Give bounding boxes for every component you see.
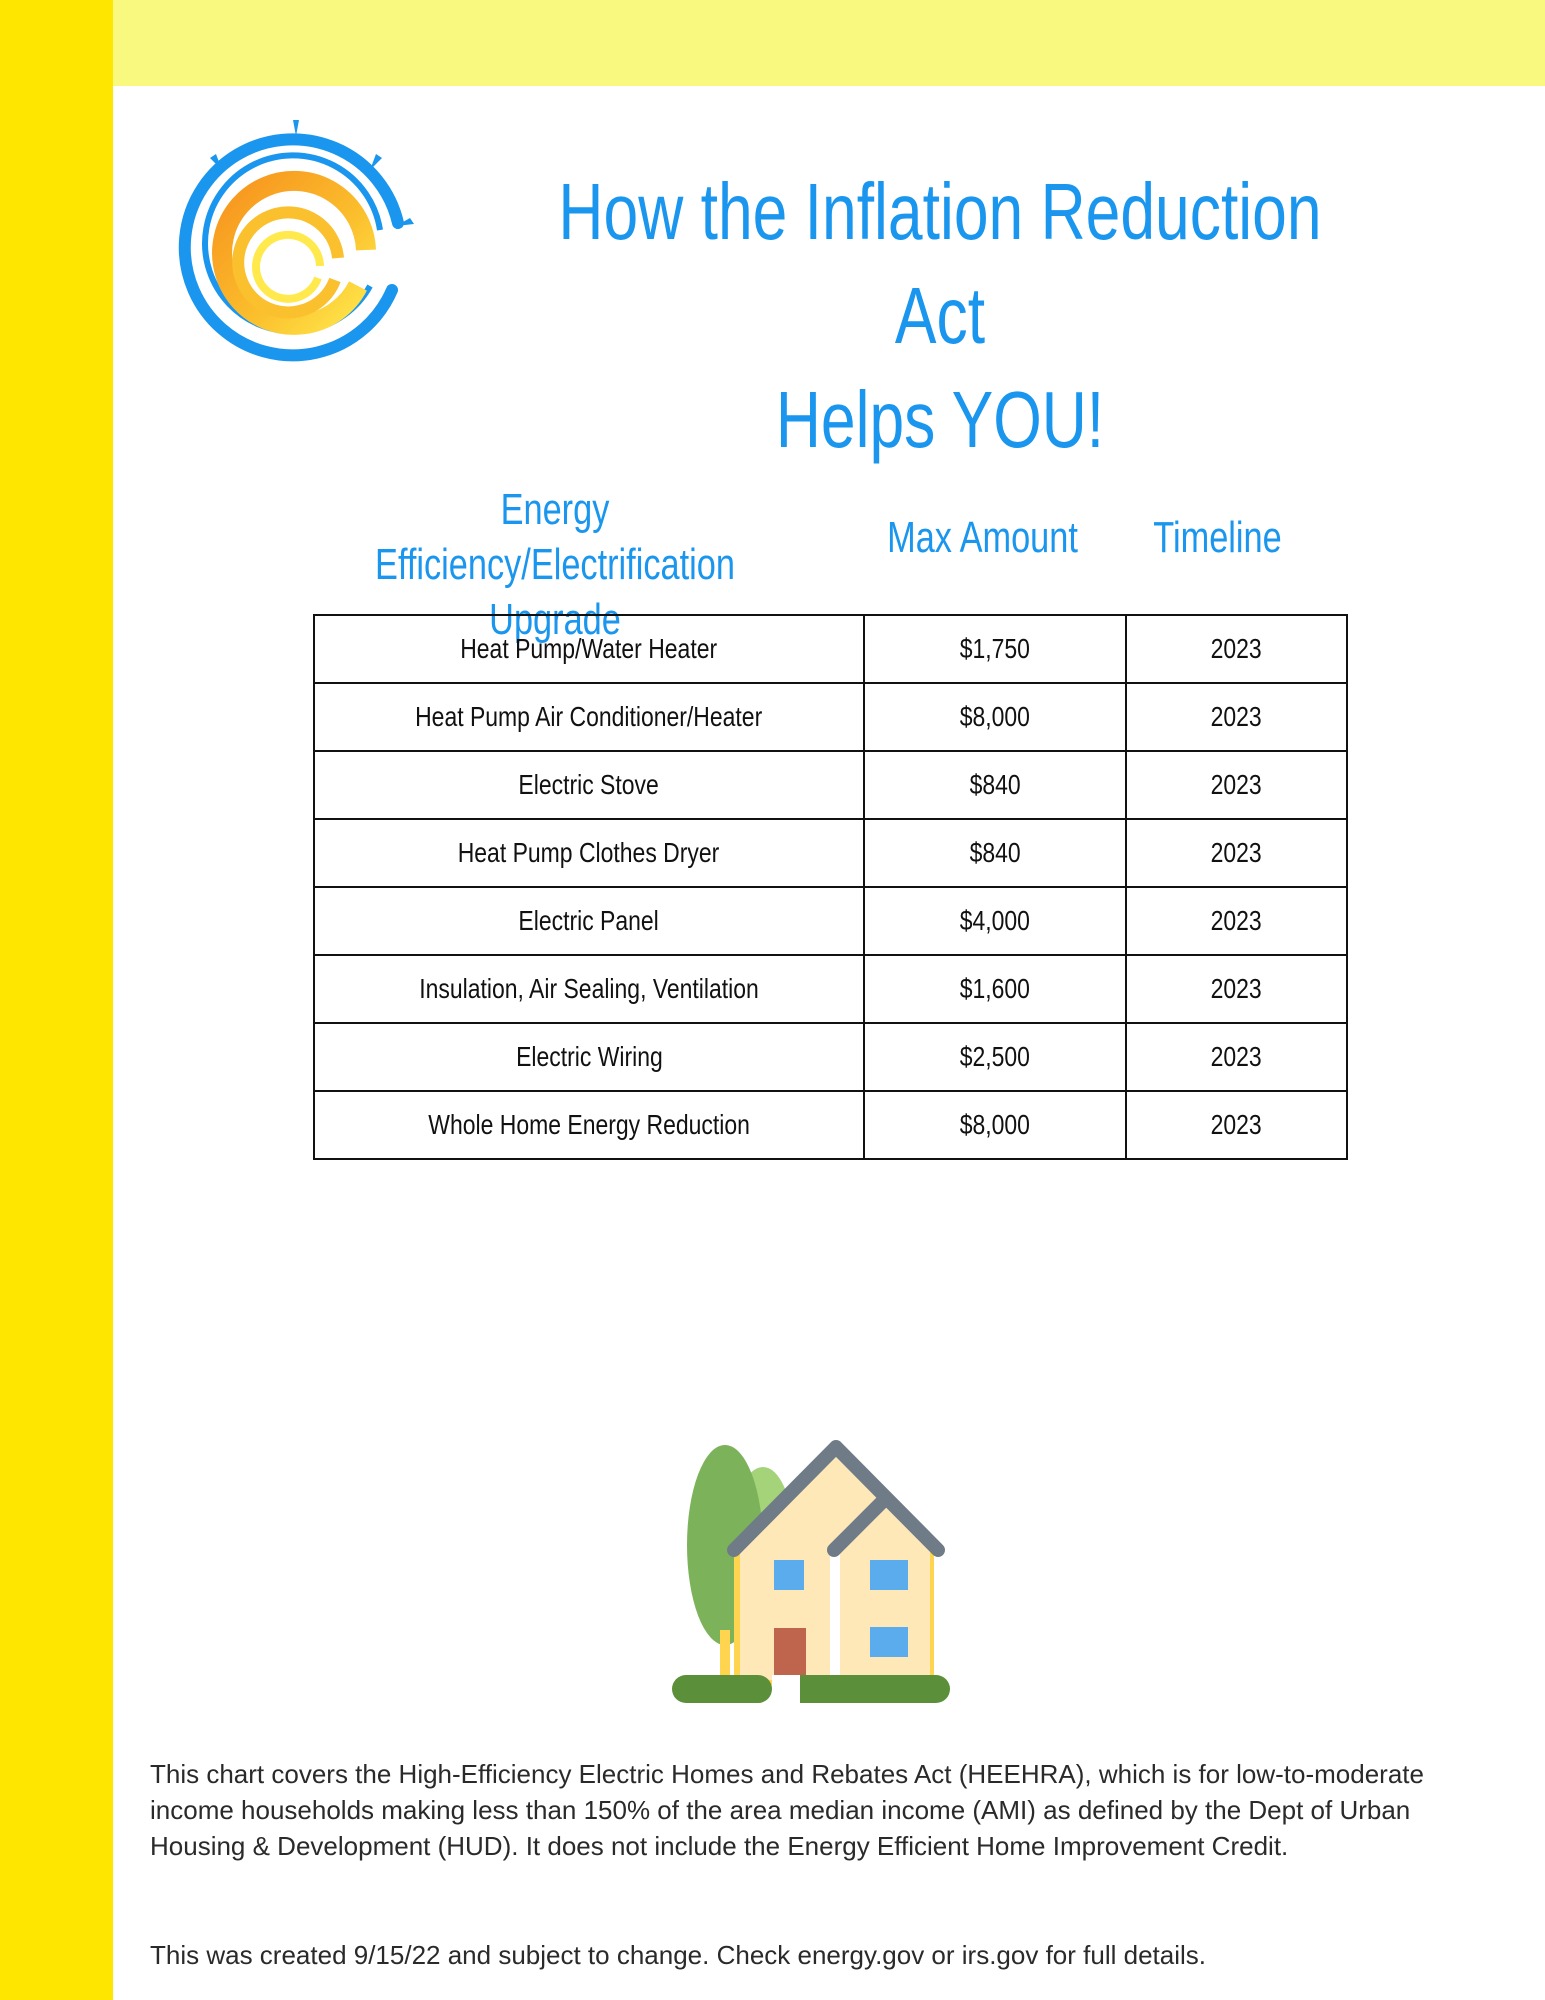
amount-cell: $4,000: [864, 887, 1126, 955]
table-row: [314, 819, 1347, 887]
table-row: [314, 955, 1347, 1023]
amount-cell: $8,000: [864, 1091, 1126, 1159]
amount-cell: $1,750: [864, 615, 1126, 683]
top-color-band: [113, 0, 1545, 86]
rebates-table: [313, 614, 1348, 1160]
upgrade-cell: Electric Wiring: [314, 1023, 864, 1091]
timeline-cell: 2023: [1126, 683, 1347, 751]
table-row: [314, 887, 1347, 955]
table-row: [314, 683, 1347, 751]
amount-cell: $840: [864, 819, 1126, 887]
upgrade-cell: Heat Pump Air Conditioner/Heater: [314, 683, 864, 751]
page-title: [542, 160, 1338, 472]
upgrade-cell: Electric Panel: [314, 887, 864, 955]
timeline-cell: 2023: [1126, 751, 1347, 819]
upgrade-cell: Electric Stove: [314, 751, 864, 819]
column-header-upgrade-line: Upgrade: [489, 595, 621, 644]
table-row: [314, 615, 1347, 683]
upgrade-cell: Whole Home Energy Reduction: [314, 1091, 864, 1159]
amount-cell: $2,500: [864, 1023, 1126, 1091]
amount-cell: $840: [864, 751, 1126, 819]
left-color-stripe: [0, 0, 113, 2000]
footnote-disclaimer: This was created 9/15/22 and subject to change. Check energy.gov or irs.gov for full details.: [150, 1940, 1206, 1970]
table-row: [314, 751, 1347, 819]
amount-cell: $8,000: [864, 683, 1126, 751]
timeline-cell: 2023: [1126, 1091, 1347, 1159]
upgrade-cell: Insulation, Air Sealing, Ventilation: [314, 955, 864, 1023]
timeline-cell: 2023: [1126, 819, 1347, 887]
upgrade-cell: Heat Pump/Water Heater: [314, 615, 864, 683]
table-row: [314, 1023, 1347, 1091]
column-header-timeline: Timeline: [1153, 513, 1282, 562]
column-header-max-amount: Max Amount: [887, 513, 1078, 562]
footnote-heehra: This chart covers the High-Efficiency Electric Homes and Rebates Act (HEEHRA), which is for low-to-moderate income households making less than 150% of the area median income (AMI) as defined by the Dept of Urban Housing & Development (HUD). It does not include the Energy Efficient Home Improvement Credit.: [150, 1759, 1424, 1861]
title-line: Helps YOU!: [775, 375, 1105, 464]
timeline-cell: 2023: [1126, 955, 1347, 1023]
amount-cell: $1,600: [864, 955, 1126, 1023]
column-header-upgrade-line: Energy Efficiency/Electrification: [375, 485, 735, 589]
house-icon: [660, 1430, 960, 1710]
upgrade-cell: Heat Pump Clothes Dryer: [314, 819, 864, 887]
timeline-cell: 2023: [1126, 1023, 1347, 1091]
title-line: How the Inflation Reduction Act: [558, 167, 1322, 360]
timeline-cell: 2023: [1126, 615, 1347, 683]
timeline-cell: 2023: [1126, 887, 1347, 955]
sun-logo-icon: [170, 118, 420, 368]
table-row: [314, 1091, 1347, 1159]
